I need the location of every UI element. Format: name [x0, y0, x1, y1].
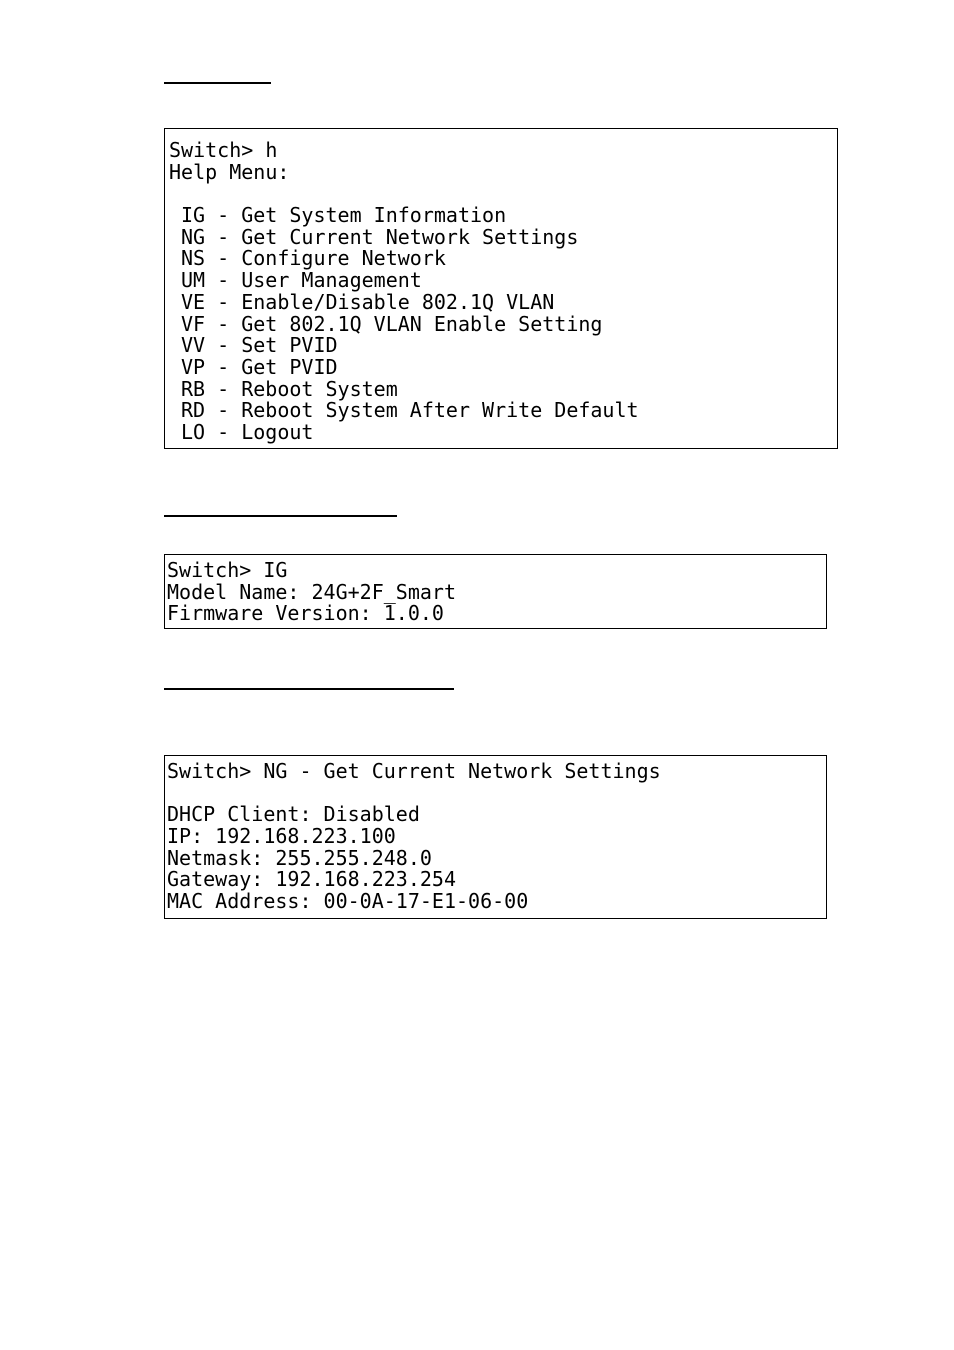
- ip-line: IP: 192.168.223.100: [167, 824, 396, 849]
- menu-item: RD - Reboot System After Write Default: [181, 398, 639, 423]
- menu-title: Help Menu:: [169, 159, 290, 184]
- menu-item: UM - User Management: [181, 268, 422, 293]
- section-underline: [164, 515, 397, 517]
- menu-item: VV - Set PVID: [181, 333, 338, 358]
- help-menu-terminal: [164, 128, 838, 449]
- network-settings-terminal: [164, 755, 827, 919]
- menu-item: NG - Get Current Network Settings: [181, 224, 579, 249]
- model-name-line: Model Name: 24G+2F_Smart: [167, 579, 456, 604]
- section-underline: [164, 82, 271, 84]
- menu-item: NS - Configure Network: [181, 246, 446, 271]
- dhcp-client-line: DHCP Client: Disabled: [167, 802, 420, 827]
- command-prompt: Switch> NG - Get Current Network Settings: [167, 759, 661, 783]
- menu-item: IG - Get System Information: [181, 203, 507, 228]
- menu-item: LO - Logout: [181, 419, 314, 444]
- netmask-line: Netmask: 255.255.248.0: [167, 845, 432, 870]
- blank-line: [167, 783, 826, 805]
- menu-item: RB - Reboot System: [181, 376, 398, 401]
- menu-item: VE - Enable/Disable 802.1Q VLAN: [181, 289, 555, 314]
- firmware-version-line: Firmware Version: 1.0.0: [167, 601, 444, 626]
- command-prompt: Switch> h: [169, 138, 278, 162]
- section-underline: [164, 688, 454, 690]
- system-info-terminal: [164, 554, 827, 629]
- menu-item: VP - Get PVID: [181, 354, 338, 379]
- command-prompt: Switch> IG: [167, 558, 288, 582]
- gateway-line: Gateway: 192.168.223.254: [167, 867, 456, 892]
- blank-line: [169, 183, 837, 205]
- menu-item: VF - Get 802.1Q VLAN Enable Setting: [181, 311, 603, 336]
- mac-address-line: MAC Address: 00-0A-17-E1-06-00: [167, 889, 529, 914]
